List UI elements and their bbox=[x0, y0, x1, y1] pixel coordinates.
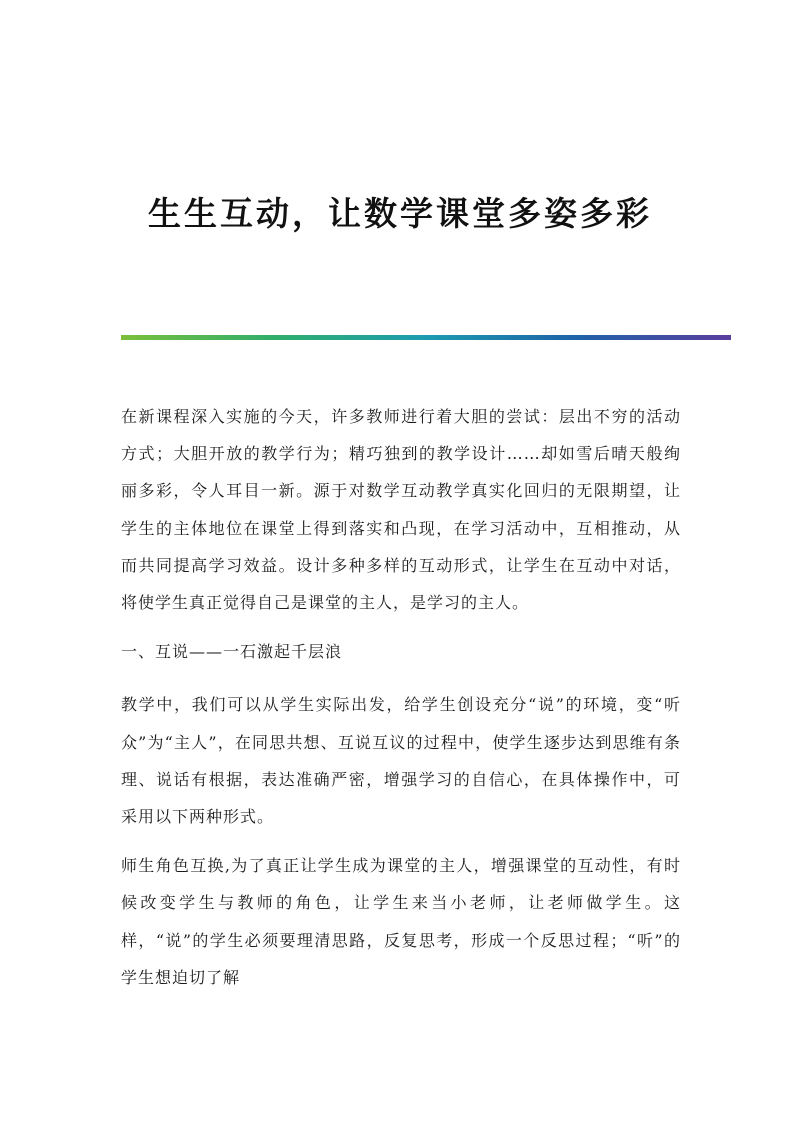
body-paragraph: 教学中，我们可以从学生实际出发，给学生创设充分“说”的环境，变“听众”为“主人”，在同思共想、互说互议的过程中，使学生逐步达到思维有条理、说话有根据，表达准确严密，增强学习的自信心，在具体操作中，可采用以下两种形式。 bbox=[121, 695, 681, 827]
intro-paragraph: 在新课程深入实施的今天，许多教师进行着大胆的尝试：层出不穷的活动方式；大胆开放的教学行为；精巧独到的教学设计……却如雪后晴天般绚丽多彩，令人耳目一新。源于对数学互动教学真实化回归的无限期望，让学生的主体地位在课堂上得到落实和凸现，在学习活动中，互相推动，从而共同提高学习效益。设计多种多样的互动形式，让学生在互动中对话，将使学生真正觉得自己是课堂的主人，是学习的主人。 bbox=[121, 407, 681, 613]
body-paragraph: 师生角色互换,为了真正让学生成为课堂的主人，增强课堂的互动性，有时候改变学生与教师的角色，让学生来当小老师，让老师做学生。这样，“说”的学生必须要理清思路，反复思考，形成一个反思过程；“听”的学生想迫切了解 bbox=[121, 856, 681, 987]
title-divider bbox=[121, 335, 731, 340]
document-body bbox=[121, 398, 681, 1008]
section-heading: 一、互说——一石激起千层浪 bbox=[121, 642, 343, 662]
document-title: 生生互动，让数学课堂多姿多彩 bbox=[148, 194, 652, 233]
